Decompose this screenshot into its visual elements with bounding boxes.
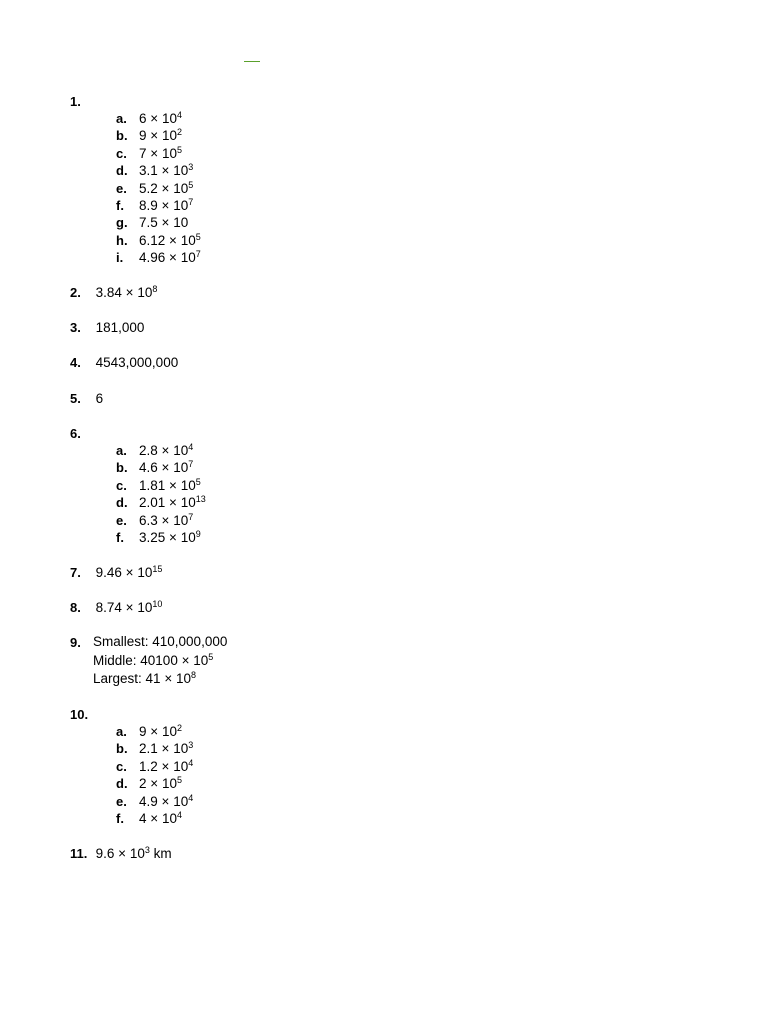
- sub-item-value: $2.8 \times 10^4$: [139, 442, 194, 458]
- sub-item-label: d.: [116, 163, 128, 179]
- sub-item-label: e.: [116, 180, 127, 196]
- sub-item: [116, 180, 193, 197]
- sub-item-value: $3.25 \times 10^9$: [139, 529, 201, 545]
- answer: 6: [95, 391, 104, 406]
- answer: $3.84 \times 10^8$: [95, 284, 158, 300]
- sub-item: [116, 442, 193, 459]
- title-underline: [244, 61, 260, 62]
- question-6: [70, 425, 92, 442]
- sub-item: [116, 145, 182, 162]
- sub-item: [116, 232, 201, 249]
- sub-item-value: $2 \times 10^5$: [139, 775, 182, 792]
- sub-item-value: $7 \times 10^5$: [139, 144, 182, 161]
- sub-item-label: g.: [116, 215, 128, 231]
- sub-item-value: $3.1 \times 10^3$: [139, 162, 194, 179]
- sub-item-value: 7.5 × 10: [139, 215, 189, 231]
- sub-item: [116, 249, 201, 266]
- question-number: 3.: [70, 320, 81, 335]
- question-7: [70, 564, 162, 581]
- sub-item: [116, 512, 193, 529]
- question-number: 8.: [70, 600, 81, 615]
- sub-item-label: d.: [116, 776, 128, 792]
- sub-item-label: d.: [116, 495, 128, 511]
- sub-item-label: i.: [116, 250, 124, 266]
- question-number: 10.: [70, 707, 89, 722]
- answer: 4543,000,000: [95, 355, 179, 370]
- sub-item: [116, 810, 182, 827]
- sub-item-label: c.: [116, 145, 127, 161]
- sub-item-label: b.: [116, 128, 128, 144]
- sub-item-value: $6.3 \times 10^7$: [139, 511, 194, 528]
- sub-item-value: $4.6 \times 10^7$: [139, 459, 194, 476]
- sub-item-label: a.: [116, 111, 127, 126]
- sub-item-value: $4 \times 10^4$: [139, 810, 182, 826]
- smallest-answer: Smallest: 410,000,000: [93, 634, 228, 649]
- sub-item: [116, 494, 206, 511]
- sub-item-value: $9 \times 10^2$: [139, 127, 182, 144]
- sub-item-value: $5.2 \times 10^5$: [139, 179, 194, 196]
- sub-item: [116, 723, 182, 740]
- sub-item-value: $2.01 \times 10^{13}$: [139, 494, 206, 511]
- sub-item-label: h.: [116, 232, 128, 248]
- question-10: [70, 706, 92, 723]
- question-number: 5.: [70, 391, 81, 406]
- question-3: [70, 319, 144, 336]
- sub-item-label: b.: [116, 741, 128, 757]
- question-number: 4.: [70, 355, 81, 370]
- sub-item-label: c.: [116, 477, 127, 493]
- question-9-answers: [93, 633, 227, 689]
- question-2: [70, 284, 157, 301]
- sub-item: [116, 214, 188, 231]
- question-1: [70, 93, 92, 110]
- question-number: 6.: [70, 426, 81, 441]
- sub-item-label: b.: [116, 460, 128, 476]
- sub-item: [116, 127, 182, 144]
- question-number: 2.: [70, 285, 81, 300]
- sub-item-value: $8.9 \times 10^7$: [139, 197, 194, 213]
- question-number: 1.: [70, 94, 81, 109]
- sub-item-label: f.: [116, 530, 124, 545]
- sub-item-label: a.: [116, 443, 127, 458]
- answer: $9.6 \times 10^3$ km: [95, 845, 172, 861]
- sub-item-label: a.: [116, 724, 127, 739]
- question-4: [70, 354, 178, 371]
- sub-item: [116, 459, 193, 476]
- sub-item-value: $6.12 \times 10^5$: [139, 231, 201, 248]
- sub-item-label: e.: [116, 793, 127, 809]
- question-number: 9.: [70, 635, 81, 650]
- question-number: 11.: [70, 846, 88, 861]
- sub-item-value: $4.96 \times 10^7$: [139, 249, 201, 266]
- sub-item: [116, 197, 193, 214]
- sub-item-value: $9 \times 10^2$: [139, 723, 182, 739]
- sub-item: [116, 529, 201, 546]
- sub-item: [116, 740, 193, 757]
- sub-item-value: $1.81 \times 10^5$: [139, 476, 201, 493]
- sub-item-label: f.: [116, 811, 124, 826]
- sub-item-label: f.: [116, 198, 124, 213]
- sub-item-value: $2.1 \times 10^3$: [139, 740, 194, 757]
- largest-answer: Largest: $41 \times 10^8$: [93, 670, 197, 686]
- answer: 181,000: [95, 320, 145, 335]
- answer: $8.74 \times 10^{10}$: [95, 599, 163, 615]
- sub-item: [116, 477, 201, 494]
- question-5: [70, 390, 103, 407]
- sub-item-value: $4.9 \times 10^4$: [139, 792, 194, 809]
- sub-item-label: c.: [116, 758, 127, 774]
- sub-item: [116, 758, 193, 775]
- sub-item: [116, 793, 193, 810]
- sub-item: [116, 110, 182, 127]
- sub-item-value: $6 \times 10^4$: [139, 110, 182, 126]
- sub-item-value: $1.2 \times 10^4$: [139, 757, 194, 774]
- question-9: [70, 634, 92, 651]
- sub-item: [116, 162, 193, 179]
- question-11: [70, 845, 172, 862]
- question-number: 7.: [70, 565, 81, 580]
- sub-item: [116, 775, 182, 792]
- sub-item-label: e.: [116, 512, 127, 528]
- question-8: [70, 599, 162, 616]
- answer: $9.46 \times 10^{15}$: [95, 564, 163, 580]
- middle-answer: Middle: $40100 \times 10^5$: [93, 651, 214, 668]
